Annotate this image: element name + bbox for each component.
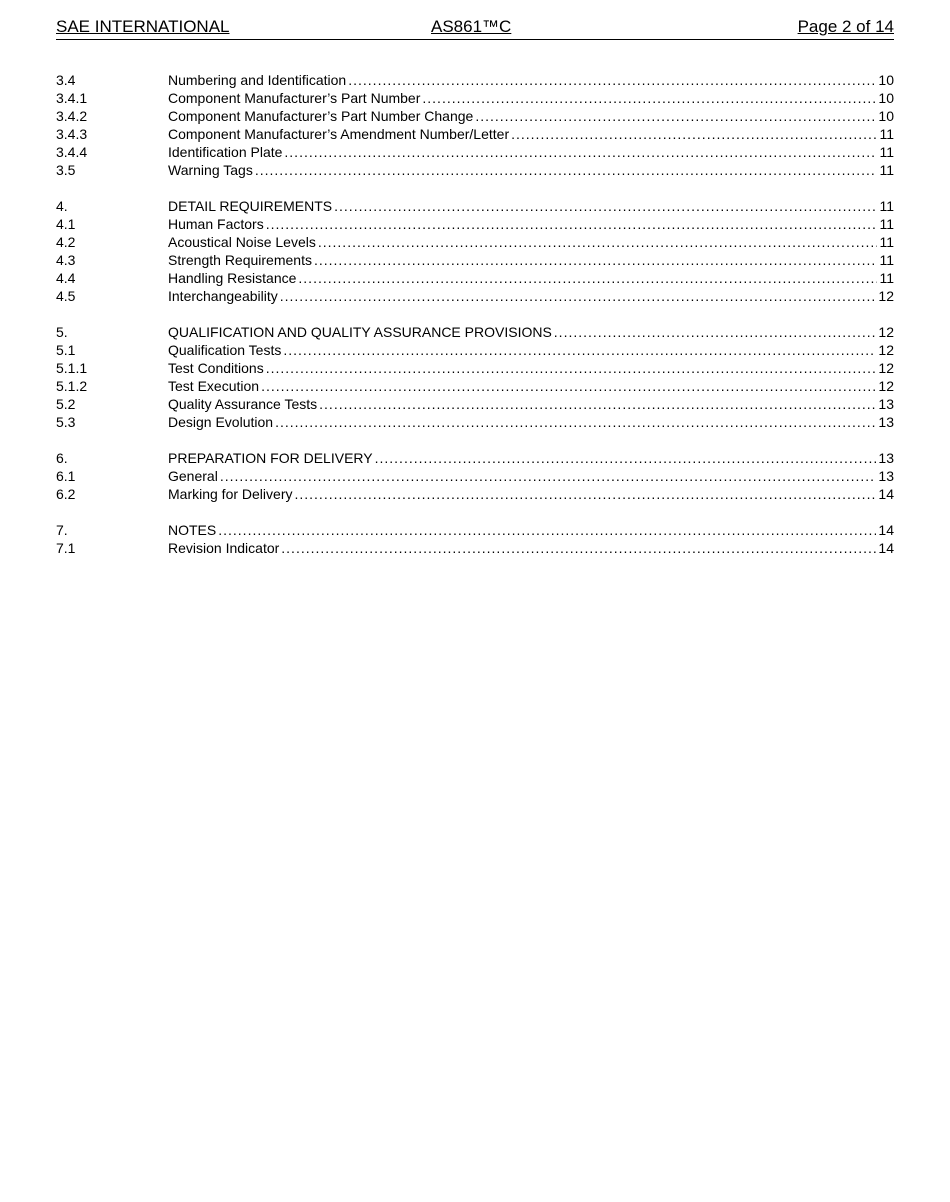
- toc-dot-leader: [266, 215, 878, 233]
- toc-entry: [56, 197, 894, 215]
- toc-entry-number: 4.3: [56, 252, 76, 268]
- toc-dot-leader: [280, 287, 877, 305]
- toc-entry-page: 10: [878, 90, 894, 106]
- toc-entry-number: 3.4.3: [56, 126, 88, 142]
- table-of-contents: [56, 71, 894, 575]
- toc-entry-title: Qualification Tests: [168, 342, 282, 358]
- toc-entry: [56, 467, 894, 485]
- toc-entry-page: 12: [878, 288, 894, 304]
- toc-dot-leader: [298, 269, 877, 287]
- toc-entry-number: 7.1: [56, 540, 76, 556]
- toc-entry: [56, 161, 894, 179]
- toc-entry: [56, 233, 894, 251]
- toc-entry-title: Test Execution: [168, 378, 260, 394]
- toc-dot-leader: [284, 143, 877, 161]
- toc-entry: [56, 251, 894, 269]
- page-header: [56, 17, 894, 40]
- toc-entry-title: NOTES: [168, 522, 217, 538]
- toc-entry-page: 12: [878, 342, 894, 358]
- toc-entry-title: Revision Indicator: [168, 540, 280, 556]
- toc-entry: [56, 413, 894, 431]
- toc-dot-leader: [314, 251, 877, 269]
- toc-entry-page: 12: [878, 360, 894, 376]
- toc-entry-page: 13: [878, 450, 894, 466]
- toc-section: [56, 323, 894, 431]
- toc-entry-number: 5.1.2: [56, 378, 88, 394]
- toc-entry-title: Numbering and Identification: [168, 72, 347, 88]
- toc-entry-number: 4.1: [56, 216, 76, 232]
- toc-entry-page: 10: [878, 72, 894, 88]
- toc-entry-number: 3.5: [56, 162, 76, 178]
- toc-entry-number: 4.: [56, 198, 68, 214]
- toc-entry-page: 11: [879, 216, 894, 232]
- toc-dot-leader: [348, 71, 876, 89]
- toc-entry-title: Test Conditions: [168, 360, 264, 376]
- toc-entry-number: 3.4.2: [56, 108, 88, 124]
- toc-entry: [56, 143, 894, 161]
- toc-entry-title: Strength Requirements: [168, 252, 312, 268]
- toc-entry-title: PREPARATION FOR DELIVERY: [168, 450, 373, 466]
- toc-entry-title: Acoustical Noise Levels: [168, 234, 316, 250]
- toc-entry-page: 13: [878, 414, 894, 430]
- toc-entry-title: General: [168, 468, 218, 484]
- toc-entry-number: 5.1: [56, 342, 76, 358]
- toc-entry: [56, 395, 894, 413]
- toc-dot-leader: [319, 395, 876, 413]
- toc-entry: [56, 377, 894, 395]
- toc-entry-title: Interchangeability: [168, 288, 278, 304]
- toc-entry-title: Design Evolution: [168, 414, 274, 430]
- toc-dot-leader: [266, 359, 877, 377]
- toc-entry-page: 12: [878, 378, 894, 394]
- toc-entry-page: 11: [879, 144, 894, 160]
- toc-entry-number: 6.1: [56, 468, 76, 484]
- toc-entry-title: Handling Resistance: [168, 270, 297, 286]
- toc-entry-number: 6.2: [56, 486, 76, 502]
- toc-entry-title: Component Manufacturer’s Amendment Number/Letter: [168, 126, 510, 142]
- toc-dot-leader: [294, 485, 876, 503]
- toc-dot-leader: [275, 413, 876, 431]
- toc-dot-leader: [334, 197, 877, 215]
- toc-section: [56, 71, 894, 179]
- toc-entry-title: Quality Assurance Tests: [168, 396, 318, 412]
- toc-entry-number: 7.: [56, 522, 68, 538]
- toc-entry: [56, 107, 894, 125]
- toc-entry-number: 5.1.1: [56, 360, 88, 376]
- toc-entry-page: 14: [878, 522, 894, 538]
- toc-entry-number: 6.: [56, 450, 68, 466]
- toc-entry-page: 10: [878, 108, 894, 124]
- toc-entry-title: Component Manufacturer’s Part Number Change: [168, 108, 474, 124]
- toc-entry: [56, 287, 894, 305]
- toc-section: [56, 449, 894, 503]
- toc-dot-leader: [220, 467, 877, 485]
- toc-entry-title: Component Manufacturer’s Part Number: [168, 90, 421, 106]
- toc-dot-leader: [255, 161, 878, 179]
- toc-entry-number: 4.4: [56, 270, 76, 286]
- toc-entry: [56, 449, 894, 467]
- toc-entry-number: 5.3: [56, 414, 76, 430]
- toc-entry-page: 11: [879, 252, 894, 268]
- toc-entry-page: 13: [878, 468, 894, 484]
- header-page-number: Page 2 of 14: [797, 17, 894, 36]
- toc-entry-number: 3.4: [56, 72, 76, 88]
- toc-entry: [56, 485, 894, 503]
- toc-entry-page: 12: [878, 324, 894, 340]
- toc-dot-leader: [554, 323, 877, 341]
- toc-entry: [56, 215, 894, 233]
- toc-dot-leader: [261, 377, 876, 395]
- toc-dot-leader: [422, 89, 876, 107]
- toc-entry-title: QUALIFICATION AND QUALITY ASSURANCE PROVISIONS: [168, 324, 552, 340]
- toc-entry: [56, 359, 894, 377]
- toc-entry-page: 11: [879, 234, 894, 250]
- toc-dot-leader: [475, 107, 876, 125]
- toc-entry-page: 11: [879, 270, 894, 286]
- toc-entry-number: 4.5: [56, 288, 76, 304]
- header-org: SAE INTERNATIONAL: [56, 17, 230, 36]
- toc-dot-leader: [281, 539, 876, 557]
- toc-entry: [56, 323, 894, 341]
- toc-entry-number: 4.2: [56, 234, 76, 250]
- toc-entry-title: Identification Plate: [168, 144, 283, 160]
- toc-entry: [56, 89, 894, 107]
- toc-entry-number: 3.4.1: [56, 90, 88, 106]
- toc-section: [56, 521, 894, 557]
- toc-entry: [56, 341, 894, 359]
- toc-dot-leader: [218, 521, 876, 539]
- toc-entry-number: 3.4.4: [56, 144, 88, 160]
- toc-entry-title: Human Factors: [168, 216, 264, 232]
- toc-dot-leader: [511, 125, 877, 143]
- header-doc-id: AS861™C: [431, 17, 512, 36]
- toc-dot-leader: [318, 233, 878, 251]
- toc-entry: [56, 71, 894, 89]
- toc-entry: [56, 521, 894, 539]
- toc-entry-page: 11: [879, 126, 894, 142]
- toc-dot-leader: [283, 341, 876, 359]
- toc-entry-title: Marking for Delivery: [168, 486, 293, 502]
- toc-entry-page: 13: [878, 396, 894, 412]
- toc-entry: [56, 125, 894, 143]
- toc-entry: [56, 269, 894, 287]
- toc-entry-page: 11: [879, 162, 894, 178]
- toc-entry-page: 11: [879, 198, 894, 214]
- toc-section: [56, 197, 894, 305]
- toc-entry-title: DETAIL REQUIREMENTS: [168, 198, 333, 214]
- toc-entry-page: 14: [878, 540, 894, 556]
- toc-dot-leader: [375, 449, 877, 467]
- toc-entry-page: 14: [878, 486, 894, 502]
- toc-entry-number: 5.: [56, 324, 68, 340]
- toc-entry-number: 5.2: [56, 396, 76, 412]
- toc-entry: [56, 539, 894, 557]
- toc-entry-title: Warning Tags: [168, 162, 253, 178]
